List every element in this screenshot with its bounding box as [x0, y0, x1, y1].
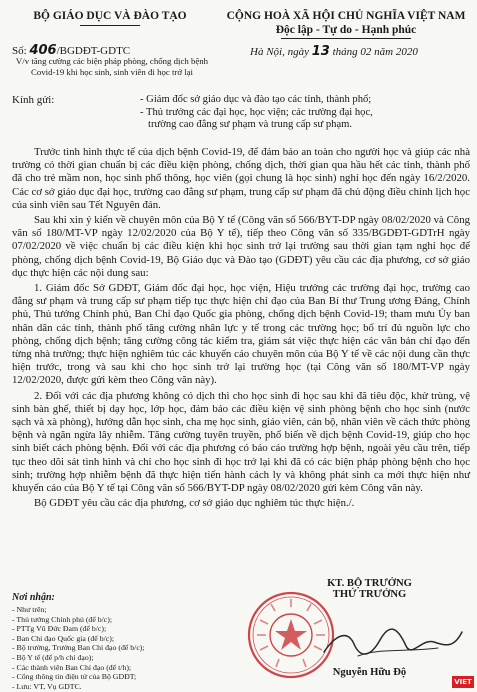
- recipient-item: - Thủ trưởng các đại học, học viện; các trường đại học,: [140, 106, 373, 118]
- document-subject: V/v tăng cường các biện pháp phòng, chống dịch bệnh Covid-19 khi học sinh, sinh viên đi học trở lại: [15, 56, 209, 77]
- body-paragraph: Bộ GDĐT yêu cầu các địa phương, cơ sở giáo dục nghiêm túc thực hiện./.: [34, 497, 355, 510]
- cc-item: - Cổng thông tin điện tử của Bộ GDĐT;: [12, 672, 137, 682]
- number-handwritten: 406: [29, 43, 57, 58]
- date-suffix: tháng 02 năm 2020: [332, 46, 418, 58]
- agency-name: BỘ GIÁO DỤC VÀ ĐÀO TẠO: [33, 10, 187, 22]
- cc-item: - Bộ trưởng, Trưởng Ban Chỉ đạo (để b/c);: [12, 643, 145, 653]
- document-body: [12, 146, 470, 512]
- date-handwritten: 13: [311, 44, 330, 59]
- recipient-item: - Giám đốc sở giáo dục và đào tạo các tỉnh, thành phố;: [140, 94, 372, 105]
- cc-item: - PTTg Vũ Đức Đam (để b/c);: [12, 624, 107, 634]
- body-paragraph: 2. Đối với các địa phương không có dịch thì cho học sinh đi học sau khi đã tiêu độc, khử trùng, vệ sinh bàn ghế, thiết bị dạy học, lớp học, đảm bảo các điều kiện vệ sinh phòng bệnh cho học sinh (nước sạch và xà phòng), hướng dẫn học sinh, cha mẹ học sinh, giáo viên, cán bộ, nhân viên về cách thức phòng bệnh và ngăn ngừa lây nhiễm. Tăng cường tuyên truyền, phổ biến về dịch bệnh Covid-19, giúp cho học sinh biết cách phòng bệnh. Đối với các địa phương có báo cáo trường hợp bệnh, ngoài yêu cầu trên, tiếp tục theo dõi sát tình hình và chỉ cho học sinh đi học trở lại khi đã có các biện pháp phòng bệnh cho học sinh; trường hợp nhiễm bệnh đã thực hiện tiến hành cách ly và không phát sinh ca mới thực hiện như khuyến cáo của Bộ Y tế tại Công văn số 566/BYT-DP ngày 08/02/2020 gửi kèm Công văn này.: [12, 389, 470, 495]
- date-line: [250, 44, 418, 59]
- cc-item: - Như trên;: [12, 605, 47, 614]
- motto-underline: [281, 38, 411, 39]
- cc-item: - Thủ tướng Chính phủ (để b/c);: [12, 614, 113, 624]
- handwritten-signature-icon: [318, 618, 468, 668]
- number-prefix: Số:: [12, 45, 27, 57]
- signer-title: THỨ TRƯỞNG: [332, 589, 407, 600]
- cc-item: - Các thành viên Ban Chỉ đạo (để t/h);: [12, 662, 132, 672]
- signer-authority: KT. BỘ TRƯỞNG: [327, 578, 412, 589]
- watermark-logo: VIET: [452, 676, 474, 688]
- body-paragraph: 1. Giám đốc Sở GDĐT, Giám đốc đại học, học viện, Hiệu trưởng các trường đại học, trường cao đẳng sư phạm và trung cấp sư phạm tiếp tục thực hiện chỉ đạo của Ban Bí thư Trung ương Đảng, Chính phủ, Thủ tướng Chính phủ, Ban Chỉ đạo Quốc gia phòng, chống dịch bệnh Covid-19; tham mưu Ủy ban nhân dân các tỉnh, thành phố tăng cường nhân lực y tế trong các trường học; bố trí đủ nguồn lực cho phòng, chống dịch bệnh; tăng cường công tác kiểm tra, giám sát việc thực hiện các văn bản chỉ đạo đến từng nhà trường; thực hiện nghiêm túc các khuyến cáo chuyên môn của Bộ Y tế về các nội dung cần thực hiện trước, trong và sau khi cho học sinh trở lại trường học (tại Công văn số 180/MT-VP ngày 12/02/2020, được gửi kèm theo Công văn này).: [12, 282, 470, 387]
- signer-name: Nguyễn Hữu Độ: [332, 667, 407, 678]
- agency-header: [10, 10, 210, 26]
- cc-item: - Bộ Y tế (để p/h chỉ đạo);: [12, 652, 94, 662]
- cc-title: Nơi nhận:: [12, 592, 55, 603]
- cc-item: - Lưu: VT, Vụ GDTC.: [12, 681, 82, 691]
- national-motto: Độc lập - Tự do - Hạnh phúc: [275, 24, 417, 36]
- national-header: [215, 10, 477, 39]
- number-suffix: /BGDĐT-GDTC: [56, 45, 131, 57]
- body-paragraph: Sau khi xin ý kiến về chuyên môn của Bộ Y tế (Công văn số 566/BYT-DP ngày 08/02/2020 và Công văn số 180/MT-VP ngày 12/02/2020 của Bộ Y tế), tiếp theo Công văn số 335/BGDĐT-GDTrH ngày 07/02/2020 về việc chuẩn bị các điều kiện khi học sinh trở lại trường sau thời gian tạm nghỉ học để phòng, chống dịch bệnh Covid-19, Bộ Giáo dục và Đào tạo (GDĐT) yêu cầu các địa phương, cơ sở giáo dục thực hiện các nội dung sau:: [12, 214, 470, 279]
- date-prefix: Hà Nội, ngày: [250, 46, 309, 58]
- agency-underline: [80, 25, 140, 26]
- recipient-item: trường cao đẳng sư phạm và trung cấp sư phạm.: [148, 119, 353, 130]
- nation-name: CỘNG HOÀ XÃ HỘI CHỦ NGHĨA VIỆT NAM: [226, 10, 466, 22]
- cc-list: [12, 605, 222, 691]
- cc-item: - Ban Chỉ đạo Quốc gia (để b/c);: [12, 633, 114, 643]
- recipients-list: [140, 94, 470, 132]
- recipients-label: Kính gửi:: [12, 94, 55, 106]
- body-paragraph: Trước tình hình thực tế của dịch bệnh Covid-19, để đảm bảo an toàn cho người học và giúp các nhà trường có thời gian chuẩn bị các điều kiện phòng, chống dịch, thời gian qua hầu hết các tỉnh, thành phố đã cho trẻ mầm non, học sinh phổ thông, học viên (gọi chung là học sinh) nghỉ học đến ngày 16/2/2020. Các cơ sở giáo dục đại học, trường cao đẳng sư phạm, trung cấp sư phạm đã chủ động điều chỉnh lịch học của sinh viên sau Tết Nguyên đán.: [12, 146, 470, 211]
